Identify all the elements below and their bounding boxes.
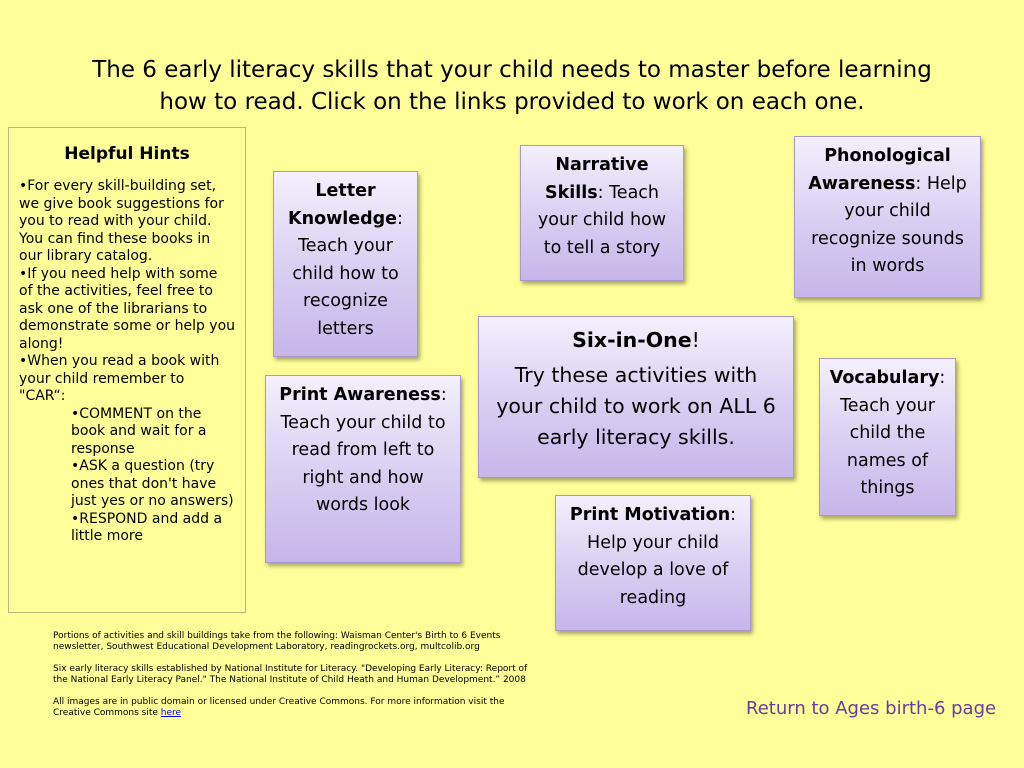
title-line-1: The 6 early literacy skills that your child needs to master before learning: [92, 57, 932, 83]
phonological-awareness-desc: : Help your child recognize sounds in words: [811, 173, 967, 276]
print-motivation-link[interactable]: [555, 495, 751, 631]
print-awareness-desc: : Teach your child to read from left to right and how words look: [280, 385, 447, 515]
narrative-skills-name: Narrative Skills: [544, 155, 649, 203]
six-in-one-link[interactable]: [478, 316, 794, 478]
helpful-hints-title: Helpful Hints: [64, 144, 190, 164]
hint-item: •For every skill-building set, we give book suggestions for you to read with your child. You can find these books in our library catalog.: [19, 178, 224, 264]
six-in-one-heading: [493, 325, 779, 356]
references: [53, 631, 533, 730]
page-title: [60, 54, 964, 118]
print-motivation-name: Print Motivation: [569, 505, 731, 525]
letter-knowledge-desc: : Teach your child how to recognize letters: [292, 208, 403, 339]
vocabulary-link[interactable]: [819, 358, 956, 516]
hint-subitem-comment: •COMMENT on the book and wait for a response: [71, 405, 207, 457]
reference-nifl: Six early literacy skills established by National Institute for Literacy. "Developing Early Literacy: Report of the National Early Literacy Panel." The National Institute of Child Heath and Human Development.” 2008: [53, 664, 528, 685]
six-in-one-exclaim: !: [691, 328, 700, 352]
hint-item: •When you read a book with your child remember to "CAR“:: [19, 353, 220, 404]
print-awareness-link[interactable]: [265, 375, 461, 563]
return-to-ages-link[interactable]: Return to Ages birth-6 page: [746, 698, 997, 719]
letter-knowledge-name: Letter Knowledge: [288, 181, 398, 229]
creative-commons-link[interactable]: here: [160, 708, 182, 718]
helpful-hints-panel: [8, 127, 246, 613]
hints-list: [19, 178, 235, 546]
print-awareness-name: Print Awareness: [279, 385, 441, 405]
narrative-skills-desc: : Teach your child how to tell a story: [537, 182, 667, 258]
vocabulary-desc: : Teach your child the names of things: [840, 368, 946, 498]
hint-subitem-respond: •RESPOND and add a little more: [71, 510, 223, 544]
vocabulary-name: Vocabulary: [829, 368, 940, 388]
title-line-2: how to read. Click on the links provided to work on each one.: [159, 89, 865, 115]
six-in-one-desc: Try these activities with your child to work on ALL 6 early literacy skills.: [496, 363, 776, 449]
letter-knowledge-link[interactable]: [273, 171, 418, 357]
hint-subitem-ask: •ASK a question (try ones that don't have just yes or no answers): [71, 458, 234, 509]
hint-item: •If you need help with some of the activities, feel free to ask one of the librarians to demonstrate some or help you along!: [19, 265, 236, 352]
reference-sources: Portions of activities and skill buildings take from the following: Waisman Center's Birth to 6 Events newsletter, Southwest Educational Development Laboratory, readingrockets.org, multcolib.org: [53, 631, 501, 652]
print-motivation-desc: : Help your child develop a love of reading: [577, 505, 737, 608]
narrative-skills-link[interactable]: [520, 145, 684, 281]
phonological-awareness-link[interactable]: [794, 136, 981, 298]
reference-images: [53, 697, 533, 719]
phonological-awareness-name: Phonological Awareness: [808, 146, 951, 194]
six-in-one-name: Six-in-One: [572, 328, 692, 352]
reference-images-text: All images are in public domain or licensed under Creative Commons. For more information visit the Creative Commons site: [53, 697, 505, 718]
